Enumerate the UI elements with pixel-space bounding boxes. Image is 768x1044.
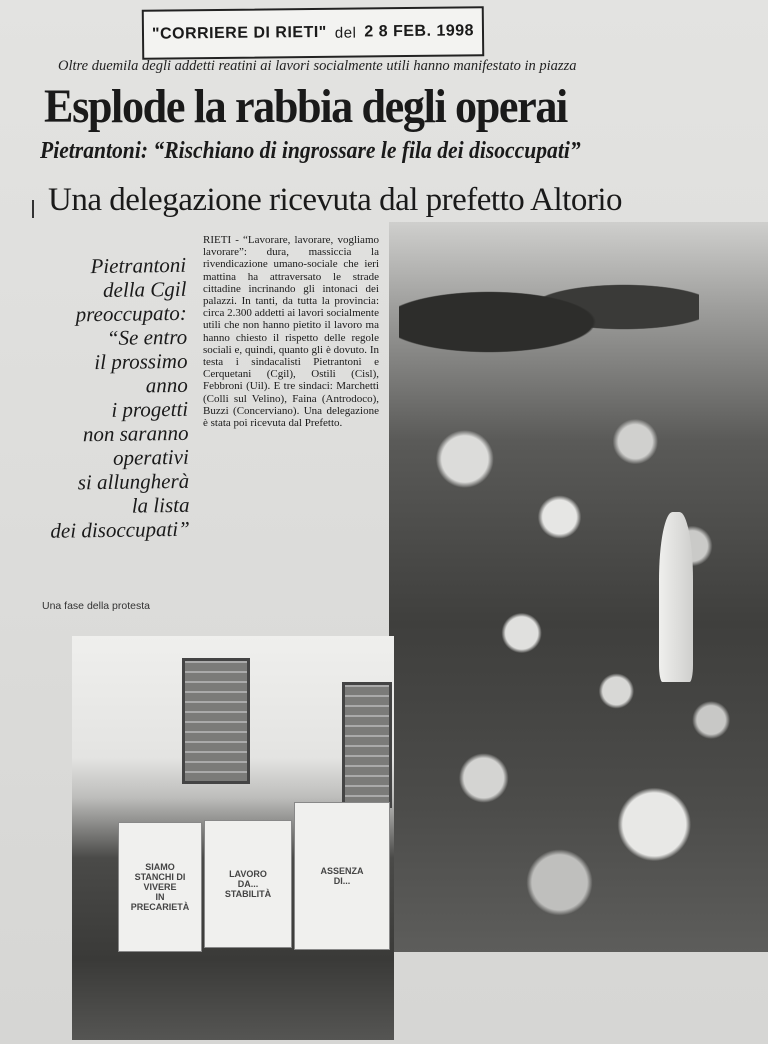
pull-quote: [16, 253, 190, 543]
protest-sign-middle: [204, 820, 292, 948]
pull-quote-line: non saranno: [82, 420, 189, 447]
sign-text: ASSENZA DI...: [320, 866, 364, 886]
building-window: [182, 658, 250, 784]
pull-quote-line: si allungherà: [77, 468, 190, 495]
building-window: [342, 682, 392, 808]
pull-quote-line: “Se entro: [106, 324, 188, 350]
pull-quote-line: dei disoccupati”: [50, 516, 191, 543]
pull-quote-line: Pietrantoni: [90, 252, 187, 279]
sign-text: LAVORO DA... STABILITÀ: [224, 869, 272, 899]
source-date: 2 8 FEB. 1998: [364, 22, 475, 41]
protest-sign-right: [294, 802, 390, 950]
article-body: RIETI - “Lavorare, lavorare, vogliamo lavorare”: dura, massiccia la rivendicazione umano-sociale che ieri mattina ha attraversato le strade cittadine incrinando gli intonaci dei palazzi. In tanti, da tutta la provincia: circa 2.300 addetti ai lavori socialmente utili che non hanno pietito il lavoro ma hanno chiesto il rispetto delle regole sociali e, quindi, quanto gli è dovuto. In testa i sindacalisti Pietrantoni e Cerquetani (Cgil), Ostili (Cisl), Febbroni (Uil). E tre sindaci: Marchetti (Colli sul Velino), Faina (Antrodoco), Buzzi (Concerviano). Una delegazione è stata poi ricevuta dal Prefetto.: [203, 234, 379, 430]
pull-quote-line: operativi: [112, 444, 189, 470]
photo-protest-crowd: [389, 222, 768, 952]
newspaper-name: "CORRIERE DI RIETI": [151, 23, 327, 43]
sign-text: SIAMO STANCHI DI VIVERE IN PRECARIETÀ: [130, 862, 190, 912]
photo-crowd: [389, 372, 768, 952]
subhead: Pietrantoni: “Rischiano di ingrossare le fila dei disoccupati”: [40, 138, 581, 164]
source-stamp: [142, 6, 485, 60]
pull-quote-line: la lista: [131, 492, 190, 518]
pull-quote-line: preoccupato:: [75, 300, 187, 327]
photo-cars: [399, 262, 699, 362]
photo-flag: [659, 512, 693, 682]
source-del: del: [334, 24, 357, 42]
pull-quote-line: i progetti: [111, 396, 189, 422]
protest-sign-left: [118, 822, 202, 952]
deck-rule: [32, 200, 34, 218]
headline: Esplode la rabbia degli operai: [44, 80, 567, 133]
pull-quote-line: della Cgil: [102, 276, 187, 302]
pull-quote-line: il prossimo: [94, 348, 188, 375]
photo-protest-signs: [72, 636, 394, 1040]
pull-quote-line: anno: [145, 372, 188, 398]
deck: Una delegazione ricevuta dal prefetto Altorio: [48, 182, 622, 218]
kicker: Oltre duemila degli addetti reatini ai lavori socialmente utili hanno manifestato in piazza: [58, 58, 577, 74]
photo-caption: Una fase della protesta: [42, 600, 150, 612]
